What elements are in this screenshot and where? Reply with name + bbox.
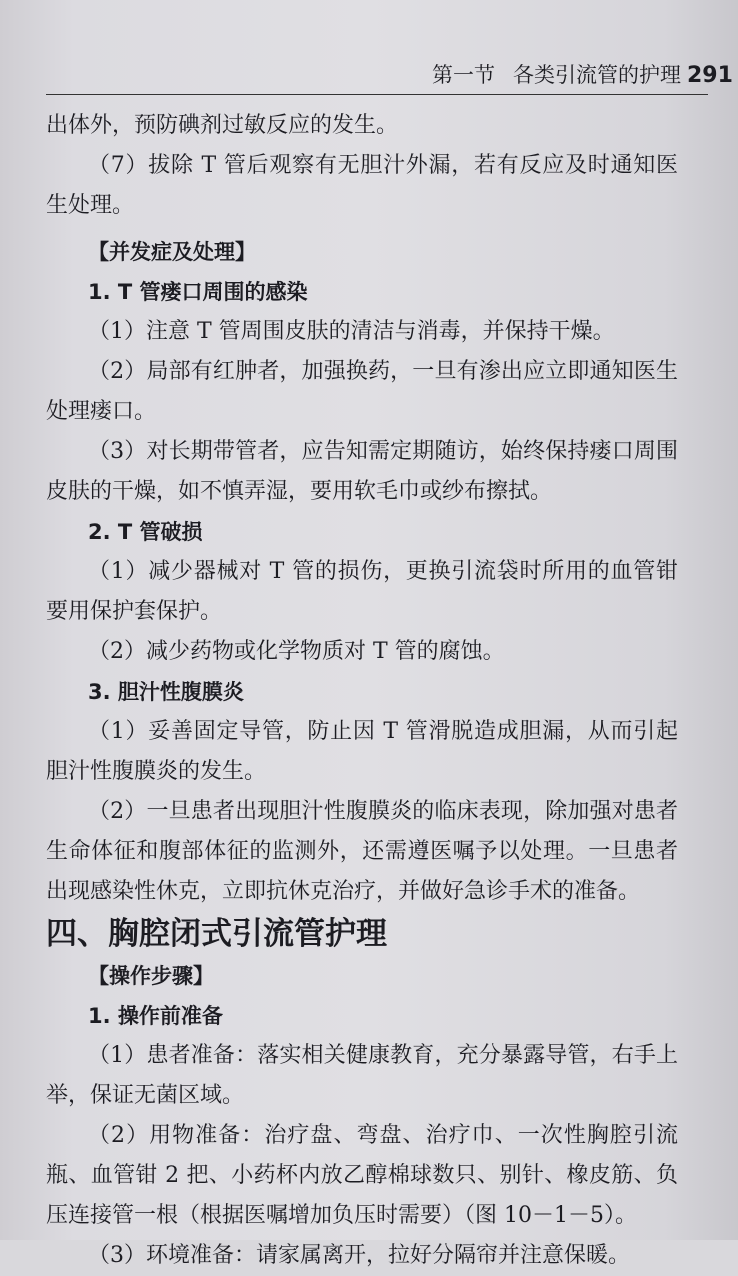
chapter-heading: 四、胸腔闭式引流管护理	[46, 916, 387, 952]
paragraph: （3）环境准备：请家属离开，拉好分隔帘并注意保暖。	[88, 1243, 630, 1268]
paragraph: （1）患者准备：落实相关健康教育，充分暴露导管，右手上举，保证无菌区域。	[46, 1043, 678, 1108]
paragraph: （2）减少药物或化学物质对 T 管的腐蚀。	[88, 639, 505, 664]
paragraph: （2）用物准备：治疗盘、弯盘、治疗巾、一次性胸腔引流瓶、血管钳 2 把、小药杯内放乙醇棉球数只、别针、橡皮筋、负压连接管一根（根据医嘱增加负压时需要）（图 10－1－5）。	[46, 1123, 678, 1228]
subheading: 1. 操作前准备	[88, 1004, 223, 1028]
header-rule	[46, 94, 708, 95]
section-heading-complications: 【并发症及处理】	[88, 240, 256, 264]
paragraph: （1）妥善固定导管，防止因 T 管滑脱造成胆漏，从而引起胆汁性腹膜炎的发生。	[46, 719, 678, 784]
page-number: 291	[687, 63, 733, 88]
paragraph: （1）注意 T 管周围皮肤的清洁与消毒，并保持干燥。	[88, 319, 615, 344]
paragraph: （2）局部有红肿者，加强换药，一旦有渗出应立即通知医生处理瘘口。	[46, 359, 678, 424]
page-body	[46, 106, 678, 1276]
paragraph: （1）减少器械对 T 管的损伤，更换引流袋时所用的血管钳要用保护套保护。	[46, 559, 678, 624]
header-section: 第一节	[432, 63, 495, 87]
subheading: 1. T 管瘘口周围的感染	[88, 280, 308, 304]
running-header	[432, 60, 733, 90]
paragraph: （2）一旦患者出现胆汁性腹膜炎的临床表现，除加强对患者生命体征和腹部体征的监测外，还需遵医嘱予以处理。一旦患者出现感染性休克，立即抗休克治疗，并做好急诊手术的准备。	[46, 799, 678, 904]
header-title: 各类引流管的护理	[513, 63, 681, 87]
subheading: 2. T 管破损	[88, 520, 203, 544]
paragraph: 出体外，预防碘剂过敏反应的发生。	[46, 113, 399, 138]
paragraph: （7）拔除 T 管后观察有无胆汁外漏，若有反应及时通知医生处理。	[46, 153, 678, 218]
paragraph: （3）对长期带管者，应告知需定期随访，始终保持瘘口周围皮肤的干燥，如不慎弄湿，要用软毛巾或纱布擦拭。	[46, 439, 678, 504]
section-heading-steps: 【操作步骤】	[88, 964, 214, 988]
subheading: 3. 胆汁性腹膜炎	[88, 680, 244, 704]
